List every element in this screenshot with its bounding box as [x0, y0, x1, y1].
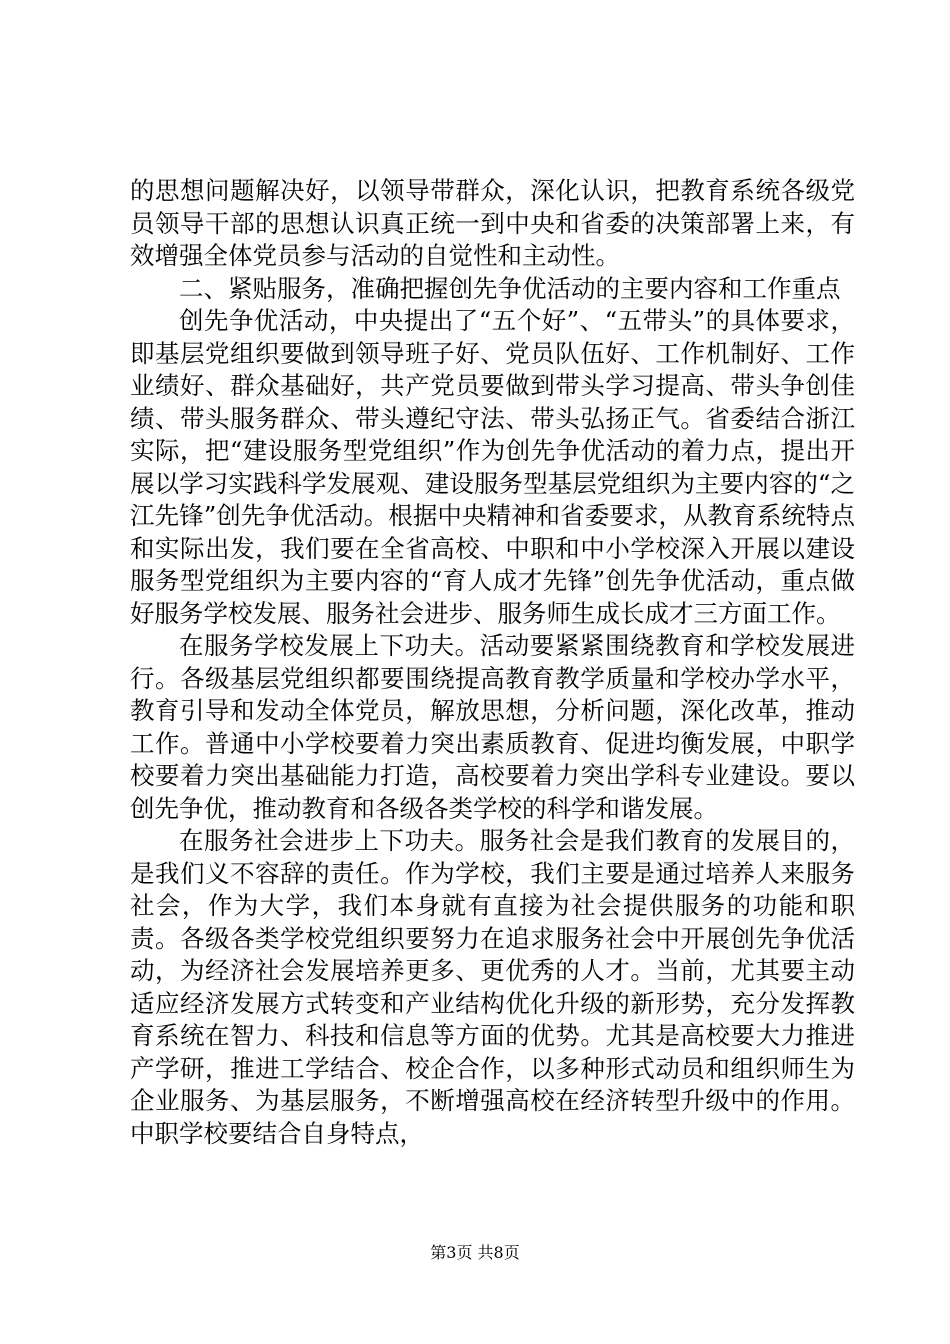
paragraph-continuation: 的思想问题解决好，以领导带群众，深化认识，把教育系统各级党员领导干部的思想认识真正统一到中央和省委的决策部署上来，有效增强全体党员参与活动的自觉性和主动性。	[130, 176, 855, 270]
section-heading: 二、紧贴服务，准确把握创先争优活动的主要内容和工作重点	[179, 273, 841, 303]
paragraph-social-progress: 在服务社会进步上下功夫。服务社会是我们教育的发展目的，是我们义不容辞的责任。作为学校，我们主要是通过培养人来服务社会，作为大学，我们本身就有直接为社会提供服务的功能和职责。各级各类学校党组织要努力在追求服务社会中开展创先争优活动，为经济社会发展培养更多、更优秀的人才。当前，尤其要主动适应经济发展方式转变和产业结构优化升级的新形势，充分发挥教育系统在智力、科技和信息等方面的优势。尤其是高校要大力推进产学研，推进工学结合、校企合作，以多种形式动员和组织师生为企业服务、为基层服务，不断增强高校在经济转型升级中的作用。中职学校要结合自身特点，	[130, 826, 855, 1148]
paragraph-school-development: 在服务学校发展上下功夫。活动要紧紧围绕教育和学校发展进行。各级基层党组织都要围绕提高教育教学质量和学校办学水平，教育引导和发动全体党员，解放思想，分析问题，深化改革，推动工作。普通中小学校要着力突出素质教育、促进均衡发展，中职学校要着力突出基础能力打造，高校要着力突出学科专业建设。要以创先争优，推动教育和各级各类学校的科学和谐发展。	[130, 631, 855, 823]
page-footer: 第3页 共8页	[430, 1243, 520, 1262]
document-body	[130, 175, 855, 1150]
paragraph-requirements: 创先争优活动，中央提出了“五个好”、“五带头”的具体要求，即基层党组织要做到领导班子好、党员队伍好、工作机制好、工作业绩好、群众基础好，共产党员要做到带头学习提高、带头争创佳绩、带头服务群众、带头遵纪守法、带头弘扬正气。省委结合浙江实际，把“建设服务型党组织”作为创先争优活动的着力点，提出开展以学习实践科学发展观、建设服务型基层党组织为主要内容的“之江先锋”创先争优活动。根据中央精神和省委要求，从教育系统特点和实际出发，我们要在全省高校、中职和中小学校深入开展以建设服务型党组织为主要内容的“育人成才先锋”创先争优活动，重点做好服务学校发展、服务社会进步、服务师生成长成才三方面工作。	[130, 306, 855, 628]
